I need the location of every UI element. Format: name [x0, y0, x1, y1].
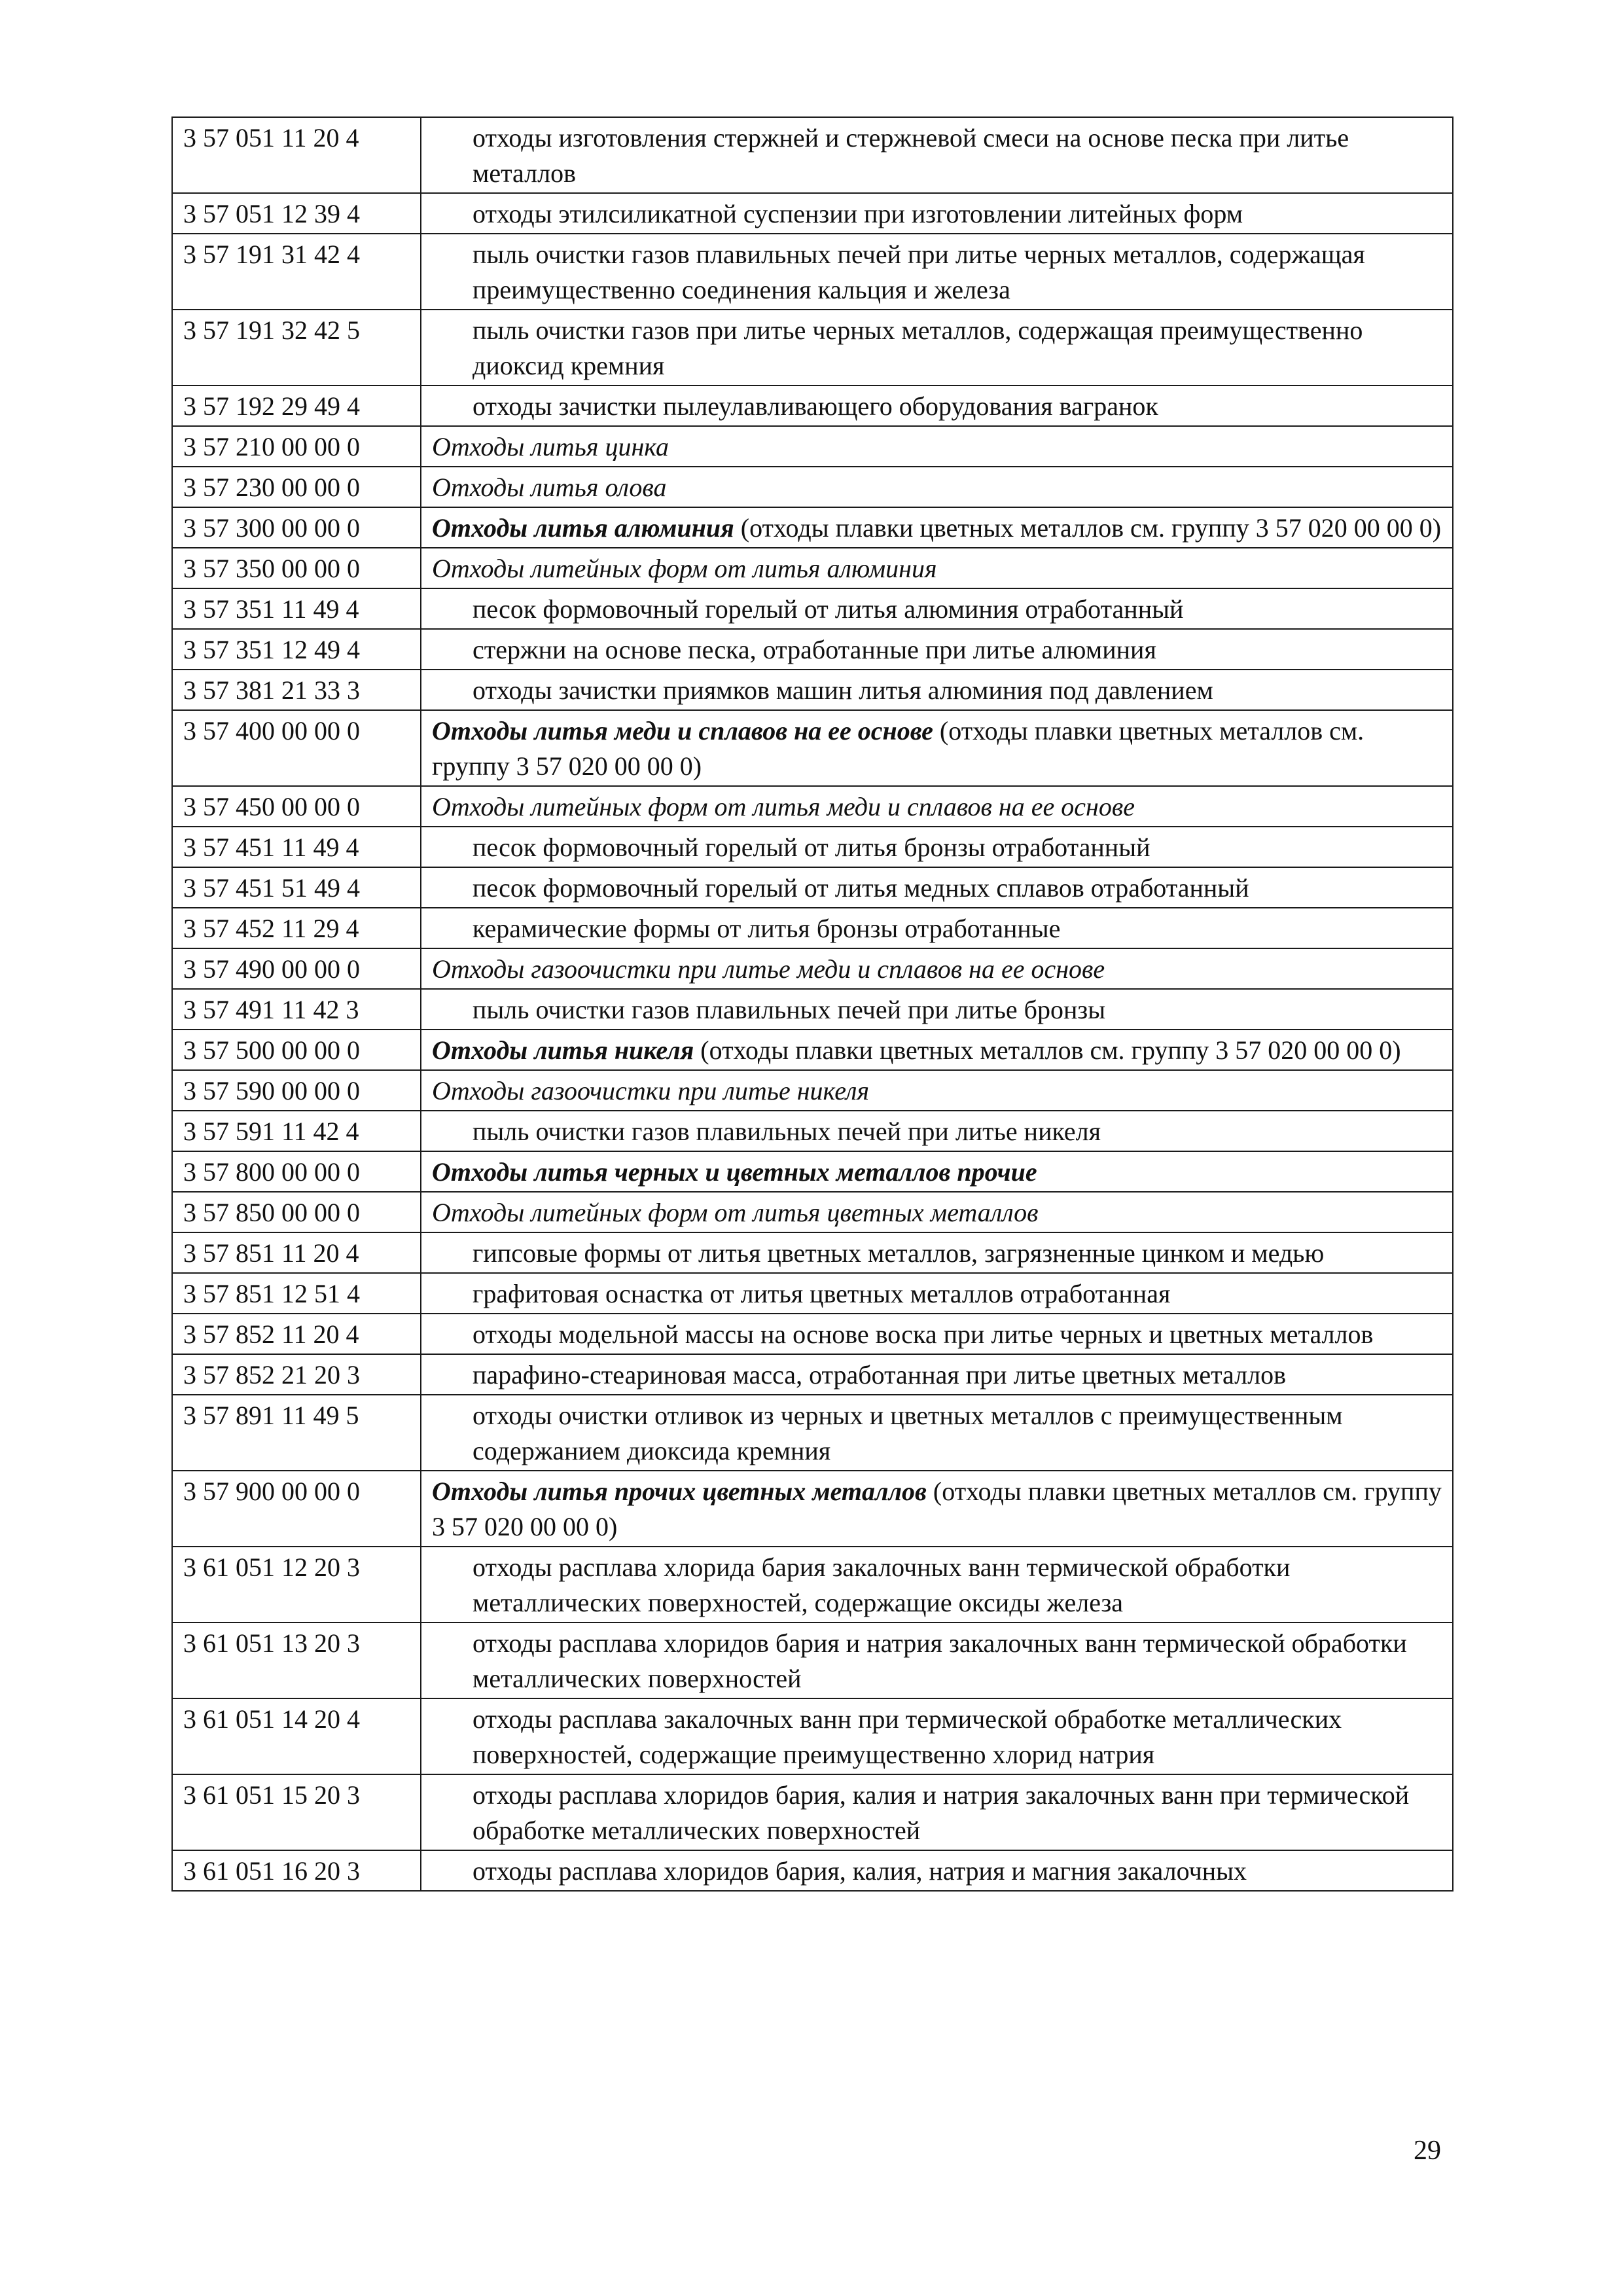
- waste-code-cell: 3 57 491 11 42 3: [172, 989, 421, 1030]
- table-row: [172, 670, 1453, 710]
- waste-code-cell: 3 57 490 00 00 0: [172, 948, 421, 989]
- waste-description-cell: [421, 1354, 1453, 1395]
- table-row: [172, 948, 1453, 989]
- waste-code-cell: 3 57 351 12 49 4: [172, 629, 421, 670]
- table-row: [172, 193, 1453, 234]
- waste-code-cell: 3 57 891 11 49 5: [172, 1395, 421, 1471]
- waste-code-cell: 3 57 381 21 33 3: [172, 670, 421, 710]
- table-row: [172, 1354, 1453, 1395]
- waste-code-cell: 3 61 051 12 20 3: [172, 1547, 421, 1623]
- waste-name: отходы зачистки приямков машин литья алюминия под давлением: [473, 675, 1213, 705]
- waste-description-cell: [421, 1471, 1453, 1547]
- waste-code-cell: 3 57 851 12 51 4: [172, 1273, 421, 1314]
- waste-description-cell: [421, 117, 1453, 193]
- waste-description-cell: [421, 1232, 1453, 1273]
- waste-code-cell: 3 57 591 11 42 4: [172, 1111, 421, 1151]
- group-title: Отходы литья никеля: [432, 1035, 694, 1065]
- waste-code-cell: 3 57 051 11 20 4: [172, 117, 421, 193]
- table-row: [172, 1151, 1453, 1192]
- waste-name: отходы этилсиликатной суспензии при изготовлении литейных форм: [473, 199, 1243, 228]
- table-row: [172, 1232, 1453, 1273]
- group-note: (отходы плавки цветных металлов см. группу 3 57 020 00 00 0): [734, 513, 1442, 543]
- table-row: [172, 827, 1453, 867]
- waste-description-cell: [421, 588, 1453, 629]
- table-row: [172, 1070, 1453, 1111]
- waste-description-cell: [421, 1850, 1453, 1891]
- waste-code-cell: 3 57 192 29 49 4: [172, 386, 421, 426]
- waste-code-cell: 3 57 210 00 00 0: [172, 426, 421, 467]
- waste-description-cell: [421, 507, 1453, 548]
- waste-name: отходы расплава хлоридов бария, калия и натрия закалочных ванн при термической обработке металлических поверхностей: [473, 1780, 1410, 1845]
- waste-code-cell: 3 57 230 00 00 0: [172, 467, 421, 507]
- table-row: [172, 1273, 1453, 1314]
- table-row: [172, 1314, 1453, 1354]
- table-row: [172, 1698, 1453, 1774]
- waste-code-cell: 3 61 051 13 20 3: [172, 1623, 421, 1698]
- waste-code-cell: 3 57 191 32 42 5: [172, 310, 421, 386]
- table-row: [172, 710, 1453, 786]
- waste-description-cell: [421, 1151, 1453, 1192]
- waste-description-cell: [421, 193, 1453, 234]
- table-row: [172, 117, 1453, 193]
- waste-code-cell: 3 61 051 16 20 3: [172, 1850, 421, 1891]
- waste-name: отходы модельной массы на основе воска при литье черных и цветных металлов: [473, 1319, 1374, 1349]
- waste-description-cell: [421, 310, 1453, 386]
- table-row: [172, 310, 1453, 386]
- waste-code-cell: 3 57 800 00 00 0: [172, 1151, 421, 1192]
- waste-description-cell: [421, 867, 1453, 908]
- waste-description-cell: [421, 908, 1453, 948]
- group-title: Отходы литья меди и сплавов на ее основе: [432, 716, 933, 745]
- group-title: Отходы литья прочих цветных металлов: [432, 1477, 927, 1506]
- waste-name: песок формовочный горелый от литья медных сплавов отработанный: [473, 873, 1249, 903]
- waste-name: пыль очистки газов плавильных печей при литье черных металлов, содержащая преимущественно соединения кальция и железа: [473, 240, 1365, 304]
- table-body: [172, 117, 1453, 1891]
- waste-name: отходы зачистки пылеулавливающего оборудования вагранок: [473, 391, 1158, 421]
- waste-name: стержни на основе песка, отработанные при литье алюминия: [473, 635, 1156, 664]
- waste-description-cell: [421, 1273, 1453, 1314]
- waste-code-cell: 3 57 590 00 00 0: [172, 1070, 421, 1111]
- page-number: 29: [1414, 2136, 1441, 2166]
- group-title: Отходы литья черных и цветных металлов прочие: [432, 1157, 1037, 1187]
- table-row: [172, 1547, 1453, 1623]
- waste-description-cell: [421, 786, 1453, 827]
- table-row: [172, 588, 1453, 629]
- waste-description-cell: [421, 1192, 1453, 1232]
- waste-name: отходы расплава хлоридов бария и натрия закалочных ванн термической обработки металлических поверхностей: [473, 1628, 1407, 1693]
- waste-code-cell: 3 57 350 00 00 0: [172, 548, 421, 588]
- waste-code-cell: 3 57 500 00 00 0: [172, 1030, 421, 1070]
- table-row: [172, 1030, 1453, 1070]
- waste-name: гипсовые формы от литья цветных металлов, загрязненные цинком и медью: [473, 1238, 1325, 1268]
- waste-code-cell: 3 57 852 21 20 3: [172, 1354, 421, 1395]
- table-row: [172, 989, 1453, 1030]
- group-title: Отходы литья алюминия: [432, 513, 734, 543]
- waste-code-cell: 3 57 452 11 29 4: [172, 908, 421, 948]
- waste-code-cell: 3 61 051 14 20 4: [172, 1698, 421, 1774]
- table-row: [172, 1395, 1453, 1471]
- group-title: Отходы литейных форм от литья алюминия: [432, 554, 937, 583]
- waste-code-cell: 3 57 351 11 49 4: [172, 588, 421, 629]
- table-row: [172, 629, 1453, 670]
- table-row: [172, 1192, 1453, 1232]
- waste-name: песок формовочный горелый от литья бронзы отработанный: [473, 833, 1150, 862]
- waste-name: песок формовочный горелый от литья алюминия отработанный: [473, 594, 1184, 624]
- waste-code-cell: 3 57 851 11 20 4: [172, 1232, 421, 1273]
- group-title: Отходы литейных форм от литья цветных металлов: [432, 1198, 1039, 1227]
- table-row: [172, 234, 1453, 310]
- table-row: [172, 908, 1453, 948]
- waste-description-cell: [421, 1395, 1453, 1471]
- group-title: Отходы литья олова: [432, 473, 667, 502]
- group-title: Отходы газоочистки при литье никеля: [432, 1076, 870, 1105]
- table-row: [172, 1111, 1453, 1151]
- waste-classifier-table: [171, 117, 1454, 1892]
- waste-description-cell: [421, 1070, 1453, 1111]
- waste-name: отходы расплава хлоридов бария, калия, натрия и магния закалочных: [473, 1856, 1247, 1886]
- waste-code-cell: 3 57 400 00 00 0: [172, 710, 421, 786]
- waste-description-cell: [421, 386, 1453, 426]
- waste-code-cell: 3 57 900 00 00 0: [172, 1471, 421, 1547]
- waste-code-cell: 3 57 850 00 00 0: [172, 1192, 421, 1232]
- group-title: Отходы литья цинка: [432, 432, 669, 461]
- group-note: (отходы плавки цветных металлов см. группу 3 57 020 00 00 0): [694, 1035, 1401, 1065]
- waste-description-cell: [421, 1623, 1453, 1698]
- waste-description-cell: [421, 426, 1453, 467]
- table-row: [172, 507, 1453, 548]
- waste-description-cell: [421, 234, 1453, 310]
- waste-code-cell: 3 57 191 31 42 4: [172, 234, 421, 310]
- group-title: Отходы газоочистки при литье меди и сплавов на ее основе: [432, 954, 1105, 984]
- waste-name: парафино-стеариновая масса, отработанная при литье цветных металлов: [473, 1360, 1286, 1390]
- waste-description-cell: [421, 1547, 1453, 1623]
- waste-name: отходы очистки отливок из черных и цветных металлов с преимущественным содержанием диоксида кремния: [473, 1401, 1343, 1465]
- group-title: Отходы литейных форм от литья меди и сплавов на ее основе: [432, 792, 1135, 821]
- waste-description-cell: [421, 1774, 1453, 1850]
- waste-description-cell: [421, 827, 1453, 867]
- table-row: [172, 867, 1453, 908]
- table-row: [172, 467, 1453, 507]
- waste-code-cell: 3 57 451 11 49 4: [172, 827, 421, 867]
- waste-code-cell: 3 61 051 15 20 3: [172, 1774, 421, 1850]
- table-row: [172, 1850, 1453, 1891]
- waste-description-cell: [421, 989, 1453, 1030]
- waste-description-cell: [421, 548, 1453, 588]
- table-row: [172, 426, 1453, 467]
- waste-name: отходы расплава хлорида бария закалочных ванн термической обработки металлических поверхностей, содержащие оксиды железа: [473, 1552, 1291, 1617]
- waste-name: отходы расплава закалочных ванн при термической обработке металлических поверхностей, содержащие преимущественно хлорид натрия: [473, 1704, 1342, 1769]
- waste-description-cell: [421, 467, 1453, 507]
- waste-name: керамические формы от литья бронзы отработанные: [473, 914, 1061, 943]
- waste-description-cell: [421, 1030, 1453, 1070]
- table-row: [172, 786, 1453, 827]
- waste-description-cell: [421, 1111, 1453, 1151]
- table-row: [172, 548, 1453, 588]
- table-row: [172, 1623, 1453, 1698]
- waste-code-cell: 3 57 852 11 20 4: [172, 1314, 421, 1354]
- waste-description-cell: [421, 629, 1453, 670]
- waste-name: пыль очистки газов плавильных печей при литье никеля: [473, 1117, 1101, 1146]
- waste-code-cell: 3 57 451 51 49 4: [172, 867, 421, 908]
- waste-code-cell: 3 57 300 00 00 0: [172, 507, 421, 548]
- waste-name: графитовая оснастка от литья цветных металлов отработанная: [473, 1279, 1171, 1308]
- group-note: (отходы плавки цветных металлов см. группу 3 57 020 00 00 0): [432, 716, 1364, 781]
- waste-name: отходы изготовления стержней и стержневой смеси на основе песка при литье металлов: [473, 123, 1349, 188]
- waste-code-cell: 3 57 051 12 39 4: [172, 193, 421, 234]
- waste-name: пыль очистки газов плавильных печей при литье бронзы: [473, 995, 1106, 1024]
- waste-description-cell: [421, 948, 1453, 989]
- table-row: [172, 1471, 1453, 1547]
- waste-description-cell: [421, 670, 1453, 710]
- waste-description-cell: [421, 1314, 1453, 1354]
- waste-name: пыль очистки газов при литье черных металлов, содержащая преимущественно диоксид кремния: [473, 315, 1363, 380]
- table-row: [172, 1774, 1453, 1850]
- group-note: (отходы плавки цветных металлов см. группу 3 57 020 00 00 0): [432, 1477, 1442, 1541]
- waste-description-cell: [421, 1698, 1453, 1774]
- waste-description-cell: [421, 710, 1453, 786]
- table-row: [172, 386, 1453, 426]
- waste-code-cell: 3 57 450 00 00 0: [172, 786, 421, 827]
